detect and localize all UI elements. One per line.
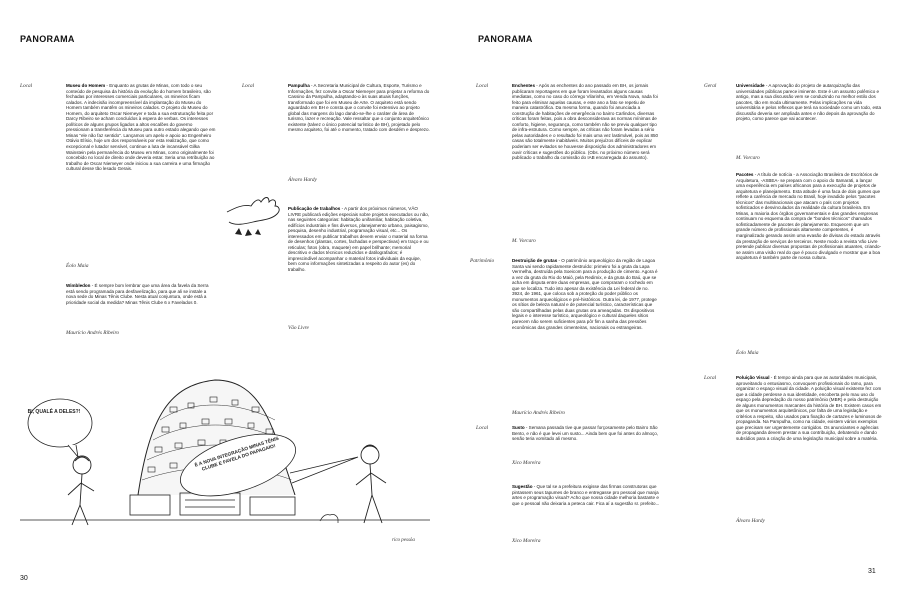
article-title: Susto (512, 425, 525, 430)
article-body: - A aprovação do projeto de autarquização das universidades públicas parece iminente. Este é um assunto polêmico e antigo, mas a sua discussão vem se conduzindo no melhor estilo dos pacotes, tão em moda ultimamente. Pelas implicações na vida universitária e pelos reflexos que terá na sociedade como um todo, esta discussão deveria ser ampliada antes e não depois da aprovação do projeto, como parece que vai acontecer. (736, 83, 882, 122)
article-body: - Semana passada tive que passar forçosamente pelo Bairro São Bento, e não é que levei um susto... Ainda bem que foi antes do almoço, senão teria vomitado ali mesmo. (512, 425, 659, 442)
article-title: Universidade (736, 83, 765, 88)
article-signature: Álvaro Hardy (736, 518, 765, 524)
article-signature: Xico Moreira (512, 538, 541, 544)
article-title: Wimbledon (66, 283, 91, 288)
article-tag: Local (242, 83, 255, 89)
article-tag: Local (476, 83, 489, 89)
article-museu-do-homem (66, 83, 216, 172)
cartoon-illustration (20, 345, 430, 555)
article-tag: Local (476, 425, 489, 431)
article-sugestao (512, 484, 660, 506)
article-signature: M. Vorcaro (736, 155, 760, 161)
speech-bubble-left (28, 399, 92, 447)
article-universidade (736, 83, 882, 122)
article-signature: M. Vorcaro (512, 238, 536, 244)
article-title: Pampulha (288, 83, 310, 88)
article-body: - O patrimônio arqueológico da região de Lagoa Santa vai sendo rapidamente destruído: primeiro foi a gruta da Lapa Vermelha, destruída pela Soeicom para a produção de cimento. Agora é a vez da gruta do Rio do Maió, pela Redimix, e da gruta do Baú, que se acha em disputa entre duas empresas, que compraram o rochedo em que se localiza. Tudo isto apesar da existência da Lei federal de no. 3924, de 1961, que coloca sob a proteção do poder público os monumentos arqueológicos e pré-históricos. Outra lei, de 1977, protege os sítios de beleza natural e de potencial turístico, características que são compartilhadas pelas duas grutas ora ameaçadas. Os dispositivos legais e o interesse turístico, arqueológico e cultural daqueles sítios parecem não serem suficientes para pôr fim a sanha das pressões econômicas das grandes cimenteiras, nacionais ou estrangeiras. (512, 258, 658, 330)
article-title: Pacotes (736, 172, 754, 177)
article-title: Publicação de trabalhos (288, 206, 341, 211)
article-wimbledon (66, 283, 216, 305)
bubble-right-text: É A NOVA INTEGRAÇÃO MINAS TÊNIS CLUBE E FAVELA DO PAPAGAIO! (194, 436, 280, 473)
article-signature: Éolo Maia (66, 263, 89, 269)
hand-illustration (225, 190, 285, 250)
article-tag: Patrimônio (470, 258, 495, 264)
article-title: Enchentes (512, 83, 535, 88)
article-body: - É tempo ainda para que as autoridades municipais, aproveitando o entusiasmo, convoquem profissionais do ramo, para organizar o espaço visual da cidade. A poluição visual existente fez com que a cidade perdesse a sua identidade, encoberta pelo mau uso do espaço pela depredação do nosso patrimônio (MBR) e pela destruição de alguns monumentos marcantes da história de BH. Existem casos em que os monumentos arquitetônicos, por falta de uma legislação e critérios a respeito, são usados para fixação de cartazes e luminosos de propaganda. Na Pampulha, como na cidade, existem vários exemplos que precisam ser urgentemente corrigidos. Os anunciantes e agências de propaganda devem prestar a sua contribuição, debatendo e dando subsídios para a criação de uma legislação municipal sobre a matéria. (736, 375, 882, 442)
page-number: 31 (868, 568, 876, 575)
article-body: - Após as enchentes do ano passado em BH, os jornais publicaram reportagens em que foram levantados alguns causas imediatas, como no caso do córrego Vilarinho, em Venda Nova, nada foi feito para eliminar aquelas causas, e este ano a fato se repetiu de maneira catastrófica. Da mesma forma, quando foi anunciada a construção de habitações de emergência no bairro Carlindos, diversas críticas foram feitas, pois a obra desconsiderava as normas mínimas de conforto, higiene, segurança, como também não se previu qualquer tipo de infra-estrutura. Como sempre, as críticas não foram levadas a sério pelas autoridades e o resultado foi mais uma vez lastimável, pois as 850 casas são totalmente inabitáveis. Muitos prejuízos difíceis de explicar poderiam ser evitados se houvesse disposição dos administradores em ouvir críticas e sugestões do público. (Obs. no próximo número será publicado o trabalho da comissão do IAB encarregada do assunto). (512, 83, 659, 161)
article-signature: Vão Livre (288, 325, 309, 331)
article-publicacao (288, 206, 430, 273)
article-signature: Xico Moreira (512, 460, 541, 466)
cartoon-artist-signature: rico pessôa (392, 538, 415, 543)
article-body: - Enquanto as grutas de Minas, com todo o seu conteúdo de pesquisa da história da evolução do homem brasileiro, são fechadas por interesses comerciais particulares, os mineiros ficam calados. A indecisão incompreensível da implantação do Museu do Homem também mantêm os mineiros calados. O projeto do Museu do Homem, do arquiteto Oscar Niemeyer e toda a sua estruturação feita por Darcy Ribeiro se acham concluídos à espera de verbas. Os interesses políticos de alguns grupos ligados a altos escalões do governo pressionam a transferência do Museu para outro estado alegando que em Minas "ele não faz sentido". Lançamos um apelo e apoio ao Engenheiro Otávio Elísio, hoje um dos responsáveis por esta realização, que como excepcional e lutador sensível, continue a luta de incansável Gilka Wainstein pela permanência do Museu em Minas, como originalmente foi concebido no local de direito onde deveria estar. Seria uma retribuição ao trabalho de Oscar Niemeyer onde iniciou a sua carreira e uma firmação cultural desse tão lesado Gerais. (66, 83, 216, 172)
article-poluicao-visual (736, 375, 882, 442)
article-body: - Que tal se a prefeitura exigisse das firmas construtoras que pintassem seus tapumes de branco e entregasse pro pessoal que manja artes e programação visual? Acho que nossa cidade melhoria bastante e que o pessoal não deixaria a peteca cair. Fica aí a sugestão sr. prefeito... (512, 484, 660, 506)
article-title: Museu do Homem (66, 83, 106, 88)
article-pacotes (736, 172, 882, 261)
article-title: Sugestão (512, 484, 533, 489)
article-susto (512, 425, 660, 442)
bubble-left-text: Bi, QUALÉ A DELES?! (27, 409, 81, 415)
article-enchentes (512, 83, 660, 161)
right-page-header: PANORAMA (478, 34, 533, 44)
article-destruicao-grutas (512, 258, 660, 330)
article-signature: Maurício Andrés Ribeiro (512, 410, 565, 416)
article-pampulha (288, 83, 430, 133)
page-number: 30 (20, 575, 28, 582)
left-page-header: PANORAMA (20, 34, 75, 44)
article-signature: Éolo Maia (736, 350, 759, 356)
article-signature: Álvaro Hardy (288, 177, 317, 183)
article-body: - A partir dos próximos números, VÃO LIVRE publicará edições especiais sobre projetos executados ou não, nas seguintes categorias: habitação unifamiliar, habitação coletiva, edifícios industriais e fins diversos, planejamento urbano, paisagismo, pesquisa, desenho industrial, programação visual, etc... Os interessados em publicar trabalhos devem enviar o material na forma de desenhos (plantas, cortes, fachadas e perspectivas) em traço e ou reticulas; fotos (obra, maquete) em papel brilhante; memorial descritivo e dados técnicos reduzidos e datilografados; é imprescindível acompanhar o material fotos individuais da equipe, bem como informações sintetizadas a respeito do autor (es) do trabalho. (288, 206, 430, 273)
article-title: Destruição de grutas (512, 258, 558, 263)
article-tag: Local (704, 375, 717, 381)
article-tag: Local (20, 83, 33, 89)
article-signature: Maurício Andrés Ribeiro (66, 330, 119, 336)
article-title: Poluição Visual (736, 375, 770, 380)
article-tag: Geral (704, 83, 717, 89)
article-body: - A Secretaria Municipal de Cultura, Esporte, Turismo e Informações, fez convite a Oscar Niemeyer para projetar a reforma do Cassino da Pampulha, adaptando-o às suas atuais funções, transformado que foi em Museu de Arte. O arquiteto está sendo aguardado em BH e consta que o convite foi extensivo ao projeto global das margens do lago dando-se-lhe o caráter de área de turismo, lazer e recreação. Vale ressaltar que o conjunto arquitetônico existente (talvez o único potencial turístico de BH), projetado pelo mesmo arquiteto, foi até o momento, tratado com desdém e desprezo. (288, 83, 430, 133)
article-body: - A título de notícia - a Associação Brasileira de Escritórios de Arquitetura, -ASBEA- se prepara com o apoio do Itamarati, a lançar uma experiência em países africanos para a execução de projetos de arquitetura e planejamento. Esta atitude é uma faca de dois gumes que reflete a carência de mercado no Brasil, hoje invadido pelos "pacotes técnicos" das multinacionais que atacam o país com projetos sofisticados e desvinculados da realidade da cultura brasileira. Em Minas, a maioria dos órgãos governamentais e das grandes empresas continuam no esquema da compra de "bondes técnicos" chamados sofisticadamente de pacotes de planejamento. Esquecem que um grande número de profissionais altamente competentes, é marginalizado gerando assim uma evasão de divisas do estado através da prestação de serviços de terceiros. Neste modo a revista Vão Livre pretende publicar diversas propostas de profissionais atuantes, criando-se assim uma visão real do que é pouco divulgado e mostrar que a boa arquitetura é também parte de nossa cultura. (736, 172, 882, 261)
right-page (450, 0, 900, 596)
article-body: - É sempre bom lembrar que uma área da favela da Serra está sendo programada para desfavelização, para que ali se instale a nova sede do Minas Tênis Clube. Nesta atual conjuntura, onde está a prioridade social da medida? Minas Tênis Clube 6 x Favelados 0. (66, 283, 209, 305)
